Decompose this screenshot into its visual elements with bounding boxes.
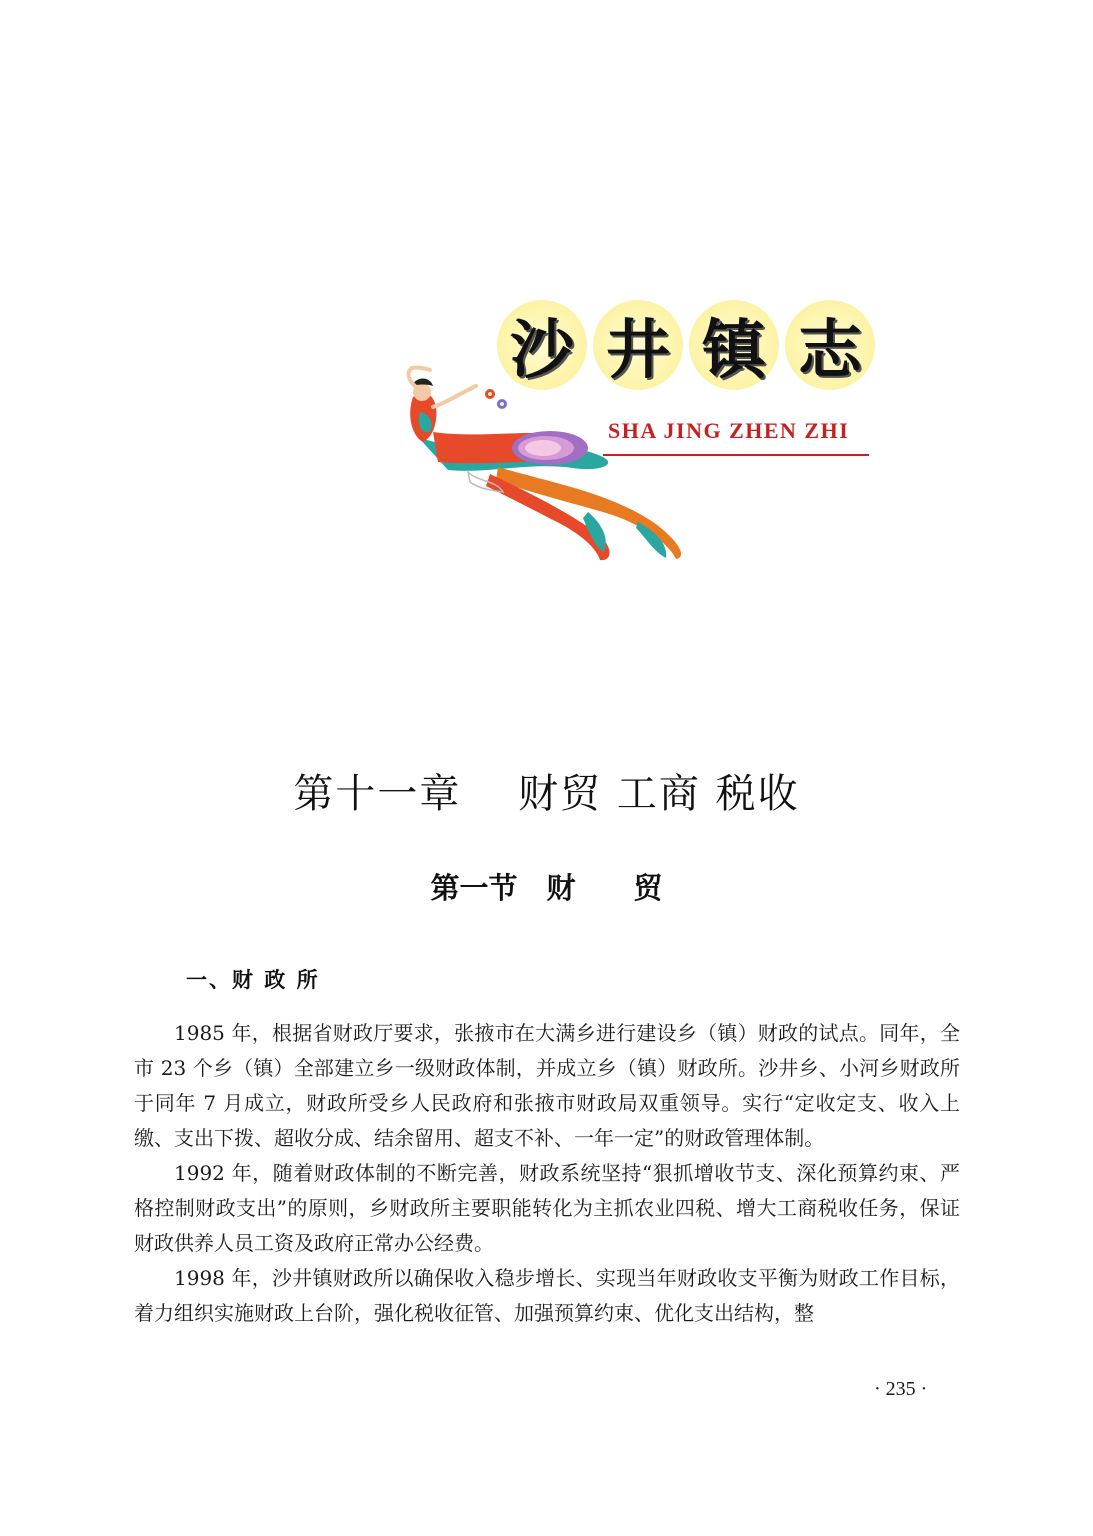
subsection-title: 一、财 政 所: [186, 968, 320, 992]
section-title: 第一节 财 贸: [430, 871, 663, 905]
title-seals: [497, 300, 875, 390]
paragraph: 1985 年，根据省财政厅要求，张掖市在大满乡进行建设乡（镇）财政的试点。同年，全市 23 个乡（镇）全部建立乡一级财政体制，并成立乡（镇）财政所。沙井乡、小河乡财政所于同年 7 月成立，财政所受乡人民政府和张掖市财政局双重领导。实行“定收定支、收入上缴、支出下拨、超收分成、结余留用、超支不补、一年一定”的财政管理体制。: [134, 1021, 960, 1150]
paragraph: 1992 年，随着财政体制的不断完善，财政系统坚持“狠抓增收节支、深化预算约束、严格控制财政支出”的原则，乡财政所主要职能转化为主抓农业四税、增大工商税收任务，保证财政供养人员工资及政府正常办公经费。: [134, 1161, 960, 1255]
seal-char-1: 沙: [497, 300, 587, 390]
seal-char-3: 镇: [689, 300, 779, 390]
chapter-title: 第十一章 财贸 工商 税收: [293, 771, 800, 817]
seal-char-2: 井: [593, 300, 683, 390]
paragraph: 1998 年，沙井镇财政所以确保收入稳步增长、实现当年财政收支平衡为财政工作目标，着力组织实施财政上台阶，强化税收征管、加强预算约束、优化支出结构，整: [134, 1266, 960, 1325]
logo-underline: [603, 454, 869, 456]
book-logo: [0, 0, 1093, 620]
logo-pinyin: SHA JING ZHEN ZHI: [608, 418, 850, 443]
seal-char-4: 志: [785, 300, 875, 390]
page-number: · 235 ·: [874, 1378, 928, 1400]
body-text: [134, 1016, 960, 1331]
apsara-illustration: [378, 362, 708, 567]
